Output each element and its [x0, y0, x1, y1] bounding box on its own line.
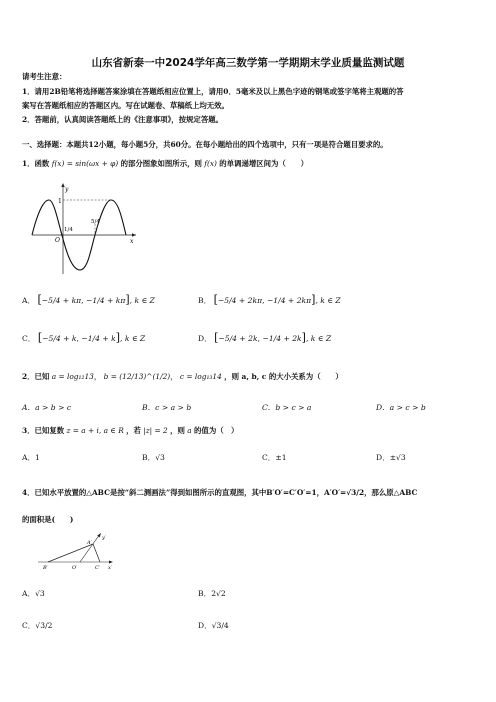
- graph-origin-label: O: [55, 237, 60, 244]
- fig-label-b: B′: [43, 565, 48, 571]
- question-4-stem-line-1: 4．已知水平放置的△ABC是按“斜二测画法”得到如图所示的直观图，其中B′O′=C′O′=1，A′O′=√3/2，那么原△ABC: [22, 488, 418, 497]
- fig-triangle-sides: [48, 544, 100, 562]
- q3-option-d[interactable]: [376, 452, 406, 463]
- question-1-stem: [22, 159, 308, 169]
- q3-text-a: 3．已知复数: [22, 426, 65, 435]
- q4-option-c-label: C．: [22, 621, 36, 630]
- q2-a-expr: a = log₁₂13: [51, 372, 94, 381]
- q2-c-expr: c = log₁₃14: [179, 372, 222, 381]
- q1-suffix: 的单调递增区间为（ ）: [219, 159, 308, 168]
- graph-y-label: y: [65, 186, 69, 193]
- notice-item-1-line-1: 1．请用2B铅笔将选择题答案涂填在答题纸相应位置上，请用0．5毫米及以上黑色字迹的钢笔或签字笔将主观题的答: [22, 87, 404, 96]
- graph-one-label: 1: [58, 198, 62, 205]
- q1-function: f(x) = sin(ωx + φ): [51, 159, 119, 168]
- q1-option-c-left: −5/4 + k: [42, 334, 77, 343]
- q4-option-a-value: √3: [35, 589, 45, 598]
- q1-option-d-label: D．: [198, 334, 212, 343]
- notice-item-1-line-2: 案写在答题纸相应的答题区内。写在试题卷、草稿纸上均无效。: [22, 101, 229, 110]
- exam-title: 山东省新泰一中2024学年高三数学第一学期期末学业质量监测试题: [91, 57, 405, 69]
- graph-five-quarters-label: 5/4: [91, 219, 100, 225]
- q1-mid: 的部分图象如图所示，则: [120, 159, 202, 168]
- q3-option-c-label: C．: [262, 453, 276, 462]
- q1-prefix: 1．函数: [22, 159, 50, 168]
- q4-option-d-value: √3/4: [211, 621, 229, 630]
- q3-option-a[interactable]: A．1: [22, 453, 40, 462]
- q2-option-c[interactable]: C．b > c > a: [262, 403, 312, 412]
- q1-option-a[interactable]: A． [−5/4 + kπ, −1/4 + kπ], k ∈ Z: [22, 293, 155, 306]
- q4-option-b-value: 2√2: [211, 589, 226, 598]
- fig-x-axis-arrow: [109, 561, 113, 564]
- q3-text-b: ，若: [126, 426, 141, 435]
- fig-label-y: y′: [102, 535, 106, 541]
- q2-option-d[interactable]: D．a > c > b: [376, 403, 426, 412]
- q3-option-c-value: ±1: [275, 453, 287, 462]
- q3-text-d: 的值为（ ）: [194, 426, 239, 435]
- q2-option-a[interactable]: A．a > b > c: [22, 403, 72, 412]
- q1-option-c[interactable]: C． [−5/4 + k, −1/4 + k], k ∈ Z: [22, 331, 146, 344]
- notice-heading: 请考生注意：: [22, 72, 67, 81]
- q4-option-a[interactable]: [22, 588, 45, 599]
- q1-option-a-label: A．: [22, 296, 36, 305]
- graph-quarter-label: 1/4: [64, 227, 73, 233]
- q2-prefix: 2．已知: [22, 372, 50, 381]
- q3-option-b-value: √3: [155, 453, 165, 462]
- q1-fx: f(x): [204, 159, 217, 168]
- q3-option-d-label: D．: [376, 453, 390, 462]
- q1-option-d-tail: , k ∈ Z: [305, 334, 332, 343]
- fig-label-o: O′: [72, 565, 78, 571]
- q3-z-expr: z = a + i, a ∈ R: [66, 426, 124, 435]
- section-1-heading: 一、选择题：本题共12小题，每小题5分，共60分。在每小题给出的四个选项中，只有一项是符合题目要求的。: [22, 140, 388, 149]
- q3-mod-expr: |z| = 2: [143, 426, 168, 435]
- notice-item-2: 2．答题前，认真阅读答题纸上的《注意事项》，按规定答题。: [22, 115, 223, 124]
- q3-text-c: ，则: [170, 426, 185, 435]
- q1-option-d-right: −1/4 + 2k: [262, 334, 302, 343]
- q3-option-b-label: B．: [142, 453, 156, 462]
- q2-suffix: ，则 a, b, c 的大小关系为（ ）: [224, 372, 343, 381]
- graph-x-label: x: [130, 238, 134, 245]
- question-3-stem: [22, 426, 238, 436]
- q3-a-var: a: [187, 426, 192, 435]
- q4-option-d[interactable]: [198, 620, 229, 631]
- q3-option-b[interactable]: [142, 452, 165, 463]
- q4-option-a-label: A．: [22, 589, 36, 598]
- question-2-stem: 2．已知 a = log₁₂13， b = (12/13)^(1/2)， c = log₁₃14 ，则 a, b, c 的大小关系为（ ）: [22, 372, 343, 381]
- q4-option-c-value: √3/2: [35, 621, 53, 630]
- q1-option-c-label: C．: [22, 334, 36, 343]
- q1-option-b[interactable]: B． [−5/4 + 2kπ, −1/4 + 2kπ], k ∈ Z: [198, 293, 341, 306]
- q1-option-b-label: B．: [198, 296, 212, 305]
- q1-option-b-right: −1/4 + 2kπ: [266, 296, 312, 305]
- q3-option-c[interactable]: [262, 452, 287, 463]
- q1-option-c-right: −1/4 + k: [81, 334, 116, 343]
- x-axis-arrow: [132, 233, 136, 236]
- q2-b-expr: b = (12/13)^(1/2): [103, 372, 171, 381]
- fig-label-c: C′: [95, 565, 100, 571]
- q4-option-d-label: D．: [198, 621, 212, 630]
- q1-option-c-tail: , k ∈ Z: [120, 334, 146, 343]
- q1-option-d-left: −5/4 + 2k: [218, 334, 258, 343]
- question-4-stem-line-2: 的面积是( ): [22, 515, 74, 524]
- q3-option-d-value: ±√3: [389, 453, 406, 462]
- q1-option-b-left: −5/4 + 2kπ: [217, 296, 263, 305]
- q1-sine-graph: [28, 178, 140, 278]
- q1-option-d[interactable]: D． [−5/4 + 2k, −1/4 + 2k], k ∈ Z: [198, 331, 332, 344]
- q2-option-b[interactable]: B．c > a > b: [142, 403, 192, 412]
- q1-option-a-left: −5/4 + kπ: [41, 296, 82, 305]
- fig-label-x: x′: [108, 565, 112, 571]
- q4-option-b[interactable]: [198, 588, 226, 599]
- q4-option-c[interactable]: [22, 620, 52, 631]
- q1-option-a-tail: , k ∈ Z: [129, 296, 155, 305]
- fig-label-a: A′: [87, 540, 92, 546]
- q1-option-a-right: −1/4 + kπ: [86, 296, 126, 305]
- q4-option-b-label: B．: [198, 589, 212, 598]
- q1-option-b-tail: , k ∈ Z: [315, 296, 341, 305]
- q4-oblique-figure: [36, 531, 116, 573]
